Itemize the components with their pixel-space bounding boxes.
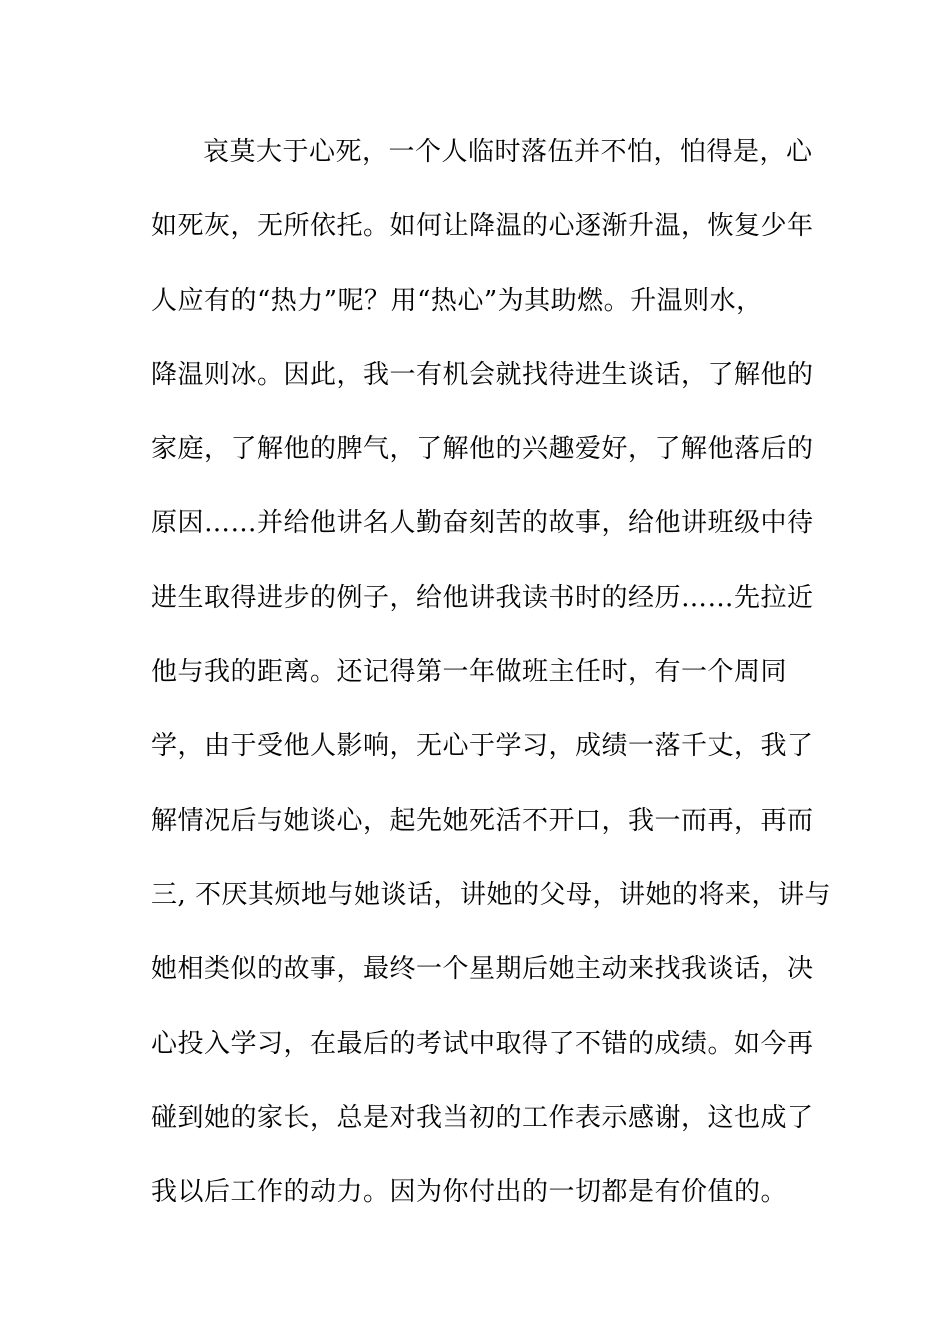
text-line-4: 降温则冰。因此，我一有机会就找待进生谈话，了解他的: [151, 359, 814, 390]
paragraph: [151, 122, 832, 1236]
text-line-5: 家庭，了解他的脾气，了解他的兴趣爱好，了解他落后的: [151, 434, 814, 465]
text-line-3: 人应有的“热力”呢？用“热心”为其助燃。升温则水，: [151, 285, 763, 316]
text-line-7: 进生取得进步的例子，给他讲我读书时的经历……先拉近: [151, 582, 814, 613]
text-line-14: 碰到她的家长，总是对我当初的工作表示感谢，这也成了: [151, 1102, 814, 1133]
text-line-12: 她相类似的故事，最终一个星期后她主动来找我谈话，决: [151, 954, 814, 985]
text-line-2: 如死灰，无所依托。如何让降温的心逐渐升温，恢复少年: [151, 211, 814, 242]
text-line-13: 心投入学习，在最后的考试中取得了不错的成绩。如今再: [151, 1028, 814, 1059]
text-line-11: 三, 不厌其烦地与她谈话，讲她的父母，讲她的将来，讲与: [151, 879, 832, 910]
text-line-15: 我以后工作的动力。因为你付出的一切都是有价值的。: [151, 1177, 788, 1208]
text-line-9: 学，由于受他人影响，无心于学习，成绩一落千丈，我了: [151, 731, 814, 762]
text-line-8: 他与我的距离。还记得第一年做班主任时，有一个周同: [151, 657, 788, 688]
text-line-1: 哀莫大于心死，一个人临时落伍并不怕，怕得是，心: [203, 137, 813, 167]
text-line-6: 原因……并给他讲名人勤奋刻苦的故事，给他讲班级中待: [151, 508, 814, 539]
text-line-10: 解情况后与她谈心，起先她死活不开口，我一而再，再而: [151, 805, 814, 836]
